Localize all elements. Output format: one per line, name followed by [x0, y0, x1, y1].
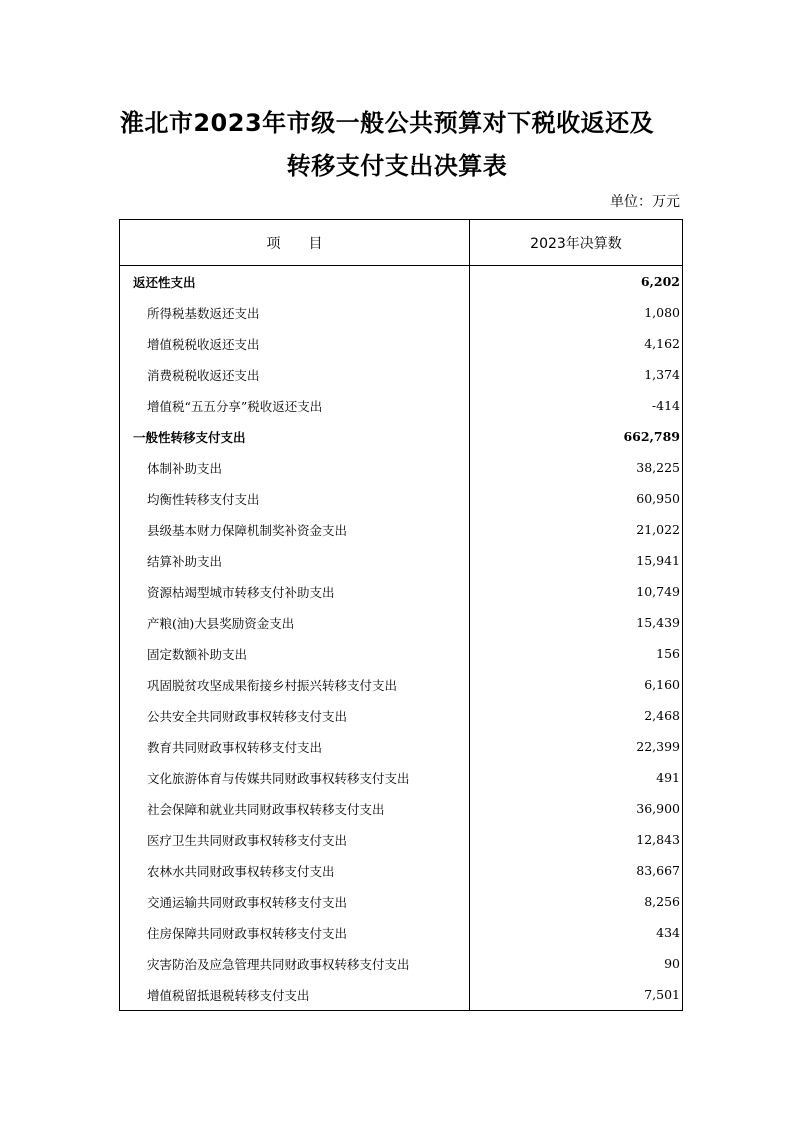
row-item-name: 县级基本财力保障机制奖补资金支出: [120, 514, 470, 545]
table-row: [120, 700, 683, 731]
row-item-value: 2,468: [644, 708, 680, 723]
row-item-value: 12,843: [636, 832, 680, 847]
row-item-value: 60,950: [636, 491, 680, 506]
row-item-name: 社会保障和就业共同财政事权转移支付支出: [120, 793, 470, 824]
row-item-name: 灾害防治及应急管理共同财政事权转移支付支出: [120, 948, 470, 979]
row-item-value: 22,399: [636, 739, 680, 754]
row-item-value: -414: [651, 398, 680, 413]
table-row: [120, 638, 683, 669]
row-item-value: 4,162: [644, 336, 680, 351]
table-row: [120, 607, 683, 638]
table-row: [120, 483, 683, 514]
row-item-value: 662,789: [623, 429, 680, 444]
row-item-value: 15,439: [636, 615, 680, 630]
row-item-value: 36,900: [636, 801, 680, 816]
row-item-name: 固定数额补助支出: [120, 638, 470, 669]
table-row: [120, 452, 683, 483]
row-item-value: 1,374: [644, 367, 680, 382]
table-group-row: [120, 266, 683, 298]
row-item-value: 8,256: [644, 894, 680, 909]
table-row: [120, 917, 683, 948]
row-item-name: 资源枯竭型城市转移支付补助支出: [120, 576, 470, 607]
row-item-name: 医疗卫生共同财政事权转移支付支出: [120, 824, 470, 855]
row-item-name: 农林水共同财政事权转移支付支出: [120, 855, 470, 886]
row-item-name: 一般性转移支付支出: [120, 421, 470, 452]
table-row: [120, 545, 683, 576]
table-row: [120, 824, 683, 855]
row-item-name: 住房保障共同财政事权转移支付支出: [120, 917, 470, 948]
row-item-name: 消费税税收返还支出: [120, 359, 470, 390]
row-item-name: 结算补助支出: [120, 545, 470, 576]
table-row: [120, 514, 683, 545]
row-item-name: 体制补助支出: [120, 452, 470, 483]
table-row: [120, 886, 683, 917]
row-item-value: 15,941: [636, 553, 680, 568]
unit-label: 单位：万元: [610, 194, 680, 210]
table-row: [120, 359, 683, 390]
table-row: [120, 948, 683, 979]
table-row: [120, 731, 683, 762]
row-item-name: 公共安全共同财政事权转移支付支出: [120, 700, 470, 731]
table-row: [120, 576, 683, 607]
row-item-value: 10,749: [636, 584, 680, 599]
row-item-name: 巩固脱贫攻坚成果衔接乡村振兴转移支付支出: [120, 669, 470, 700]
row-item-value: 83,667: [636, 863, 680, 878]
row-item-name: 文化旅游体育与传媒共同财政事权转移支付支出: [120, 762, 470, 793]
header-value: 2023年决算数: [470, 220, 683, 266]
table-body: [120, 266, 683, 1011]
document-title-line1: 淮北市2023年市级一般公共预算对下税收返还及: [119, 109, 655, 137]
table-row: [120, 762, 683, 793]
row-item-name: 交通运输共同财政事权转移支付支出: [120, 886, 470, 917]
table-row: [120, 979, 683, 1011]
row-item-value: 491: [656, 770, 680, 785]
header-item: 项 目: [120, 220, 470, 266]
row-item-value: 156: [656, 646, 680, 661]
row-item-name: 均衡性转移支付支出: [120, 483, 470, 514]
row-item-value: 1,080: [644, 305, 680, 320]
row-item-value: 38,225: [636, 460, 680, 475]
table-group-row: [120, 421, 683, 452]
row-item-name: 教育共同财政事权转移支付支出: [120, 731, 470, 762]
row-item-name: 增值税留抵退税转移支付支出: [120, 979, 470, 1011]
table-row: [120, 669, 683, 700]
budget-table: [119, 219, 683, 1011]
table-row: [120, 297, 683, 328]
row-item-value: 21,022: [636, 522, 680, 537]
table-row: [120, 793, 683, 824]
row-item-name: 增值税税收返还支出: [120, 328, 470, 359]
table-row: [120, 855, 683, 886]
row-item-value: 90: [664, 956, 680, 971]
table-header-row: [120, 220, 683, 266]
row-item-name: 返还性支出: [120, 266, 470, 298]
table-row: [120, 328, 683, 359]
row-item-value: 6,160: [644, 677, 680, 692]
row-item-name: 所得税基数返还支出: [120, 297, 470, 328]
row-item-value: 7,501: [644, 987, 680, 1002]
table-row: [120, 390, 683, 421]
document-title-line2: 转移支付支出决算表: [286, 152, 508, 180]
row-item-value: 6,202: [640, 274, 680, 289]
row-item-name: 产粮(油)大县奖励资金支出: [120, 607, 470, 638]
row-item-name: 增值税“五五分享”税收返还支出: [120, 390, 470, 421]
row-item-value: 434: [656, 925, 680, 940]
